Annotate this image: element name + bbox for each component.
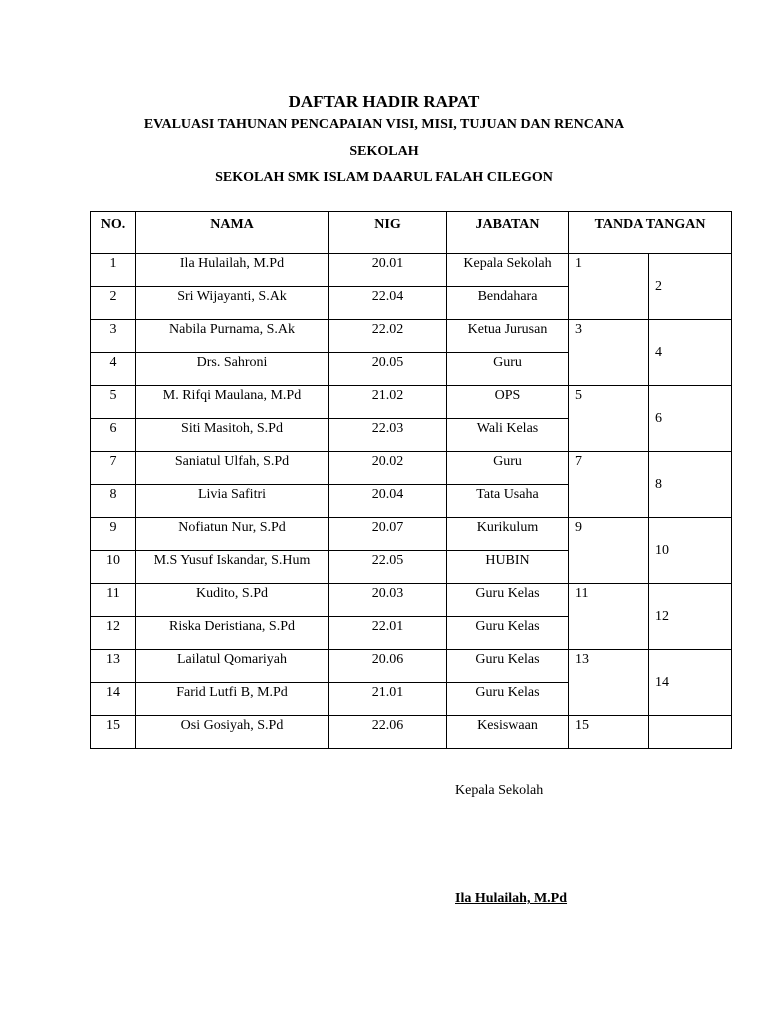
table-row [91,254,732,287]
cell-no: 2 [91,287,136,320]
cell-nama: M.S Yusuf Iskandar, S.Hum [136,551,329,584]
cell-nig: 20.04 [329,485,447,518]
cell-no: 12 [91,617,136,650]
signature-slot: 4 [649,320,732,386]
cell-nama: Sri Wijayanti, S.Ak [136,287,329,320]
cell-jabatan: Guru [447,353,569,386]
cell-nama: Livia Safitri [136,485,329,518]
header-tanda-tangan: TANDA TANGAN [569,212,732,254]
cell-nama: Kudito, S.Pd [136,584,329,617]
cell-jabatan: OPS [447,386,569,419]
cell-nama: Riska Deristiana, S.Pd [136,617,329,650]
cell-no: 13 [91,650,136,683]
attendance-table [90,211,732,749]
cell-no: 9 [91,518,136,551]
signature-slot: 9 [569,518,649,584]
signature-slot: 8 [649,452,732,518]
cell-nig: 20.03 [329,584,447,617]
cell-nig: 22.01 [329,617,447,650]
cell-no: 10 [91,551,136,584]
table-row [91,650,732,683]
cell-jabatan: Kurikulum [447,518,569,551]
signature-label: Kepala Sekolah [455,783,544,798]
table-row [91,320,732,353]
cell-jabatan: HUBIN [447,551,569,584]
cell-nig: 22.05 [329,551,447,584]
signature-slot: 1 [569,254,649,320]
signature-slot: 12 [649,584,732,650]
table-row [91,386,732,419]
cell-nama: Saniatul Ulfah, S.Pd [136,452,329,485]
cell-nama: M. Rifqi Maulana, M.Pd [136,386,329,419]
cell-nig: 21.01 [329,683,447,716]
cell-nama: Ila Hulailah, M.Pd [136,254,329,287]
cell-jabatan: Kepala Sekolah [447,254,569,287]
cell-nig: 20.07 [329,518,447,551]
school-name: SEKOLAH SMK ISLAM DAARUL FALAH CILEGON [215,170,553,185]
table-row [91,716,732,749]
cell-nig: 22.04 [329,287,447,320]
cell-jabatan: Guru Kelas [447,650,569,683]
signature-slot: 3 [569,320,649,386]
cell-no: 7 [91,452,136,485]
signature-slot: 10 [649,518,732,584]
cell-jabatan: Wali Kelas [447,419,569,452]
signature-slot: 2 [649,254,732,320]
cell-no: 15 [91,716,136,749]
cell-jabatan: Kesiswaan [447,716,569,749]
cell-nama: Lailatul Qomariyah [136,650,329,683]
header-jabatan: JABATAN [447,212,569,254]
cell-no: 4 [91,353,136,386]
cell-no: 5 [91,386,136,419]
header-nig: NIG [329,212,447,254]
signature-slot: 15 [569,716,649,749]
signature-slot-empty [649,716,732,749]
cell-nig: 20.05 [329,353,447,386]
cell-nig: 20.06 [329,650,447,683]
table-header-row [91,212,732,254]
table-row [91,452,732,485]
signature-slot: 5 [569,386,649,452]
cell-nama: Osi Gosiyah, S.Pd [136,716,329,749]
cell-nama: Farid Lutfi B, M.Pd [136,683,329,716]
cell-jabatan: Bendahara [447,287,569,320]
signature-slot: 11 [569,584,649,650]
cell-no: 1 [91,254,136,287]
table-row [91,584,732,617]
cell-no: 11 [91,584,136,617]
signature-slot: 14 [649,650,732,716]
cell-nig: 20.02 [329,452,447,485]
signature-slot: 6 [649,386,732,452]
table-row [91,518,732,551]
cell-no: 14 [91,683,136,716]
cell-nig: 22.06 [329,716,447,749]
cell-jabatan: Guru Kelas [447,584,569,617]
cell-nig: 22.03 [329,419,447,452]
cell-nig: 20.01 [329,254,447,287]
cell-no: 8 [91,485,136,518]
table-body [91,254,732,749]
cell-jabatan: Guru Kelas [447,683,569,716]
header-no: NO. [91,212,136,254]
cell-jabatan: Tata Usaha [447,485,569,518]
signature-name: Ila Hulailah, M.Pd [455,891,568,906]
cell-jabatan: Guru Kelas [447,617,569,650]
cell-nama: Drs. Sahroni [136,353,329,386]
cell-no: 3 [91,320,136,353]
header-nama: NAMA [136,212,329,254]
cell-nama: Nabila Purnama, S.Ak [136,320,329,353]
document-title: DAFTAR HADIR RAPAT [288,92,480,111]
document-subtitle-line2: SEKOLAH [349,144,419,159]
cell-nama: Siti Masitoh, S.Pd [136,419,329,452]
cell-jabatan: Guru [447,452,569,485]
document-subtitle-line1: EVALUASI TAHUNAN PENCAPAIAN VISI, MISI, TUJUAN DAN RENCANA [143,117,625,132]
cell-no: 6 [91,419,136,452]
signature-slot: 13 [569,650,649,716]
cell-nama: Nofiatun Nur, S.Pd [136,518,329,551]
cell-nig: 22.02 [329,320,447,353]
cell-nig: 21.02 [329,386,447,419]
cell-jabatan: Ketua Jurusan [447,320,569,353]
signature-slot: 7 [569,452,649,518]
